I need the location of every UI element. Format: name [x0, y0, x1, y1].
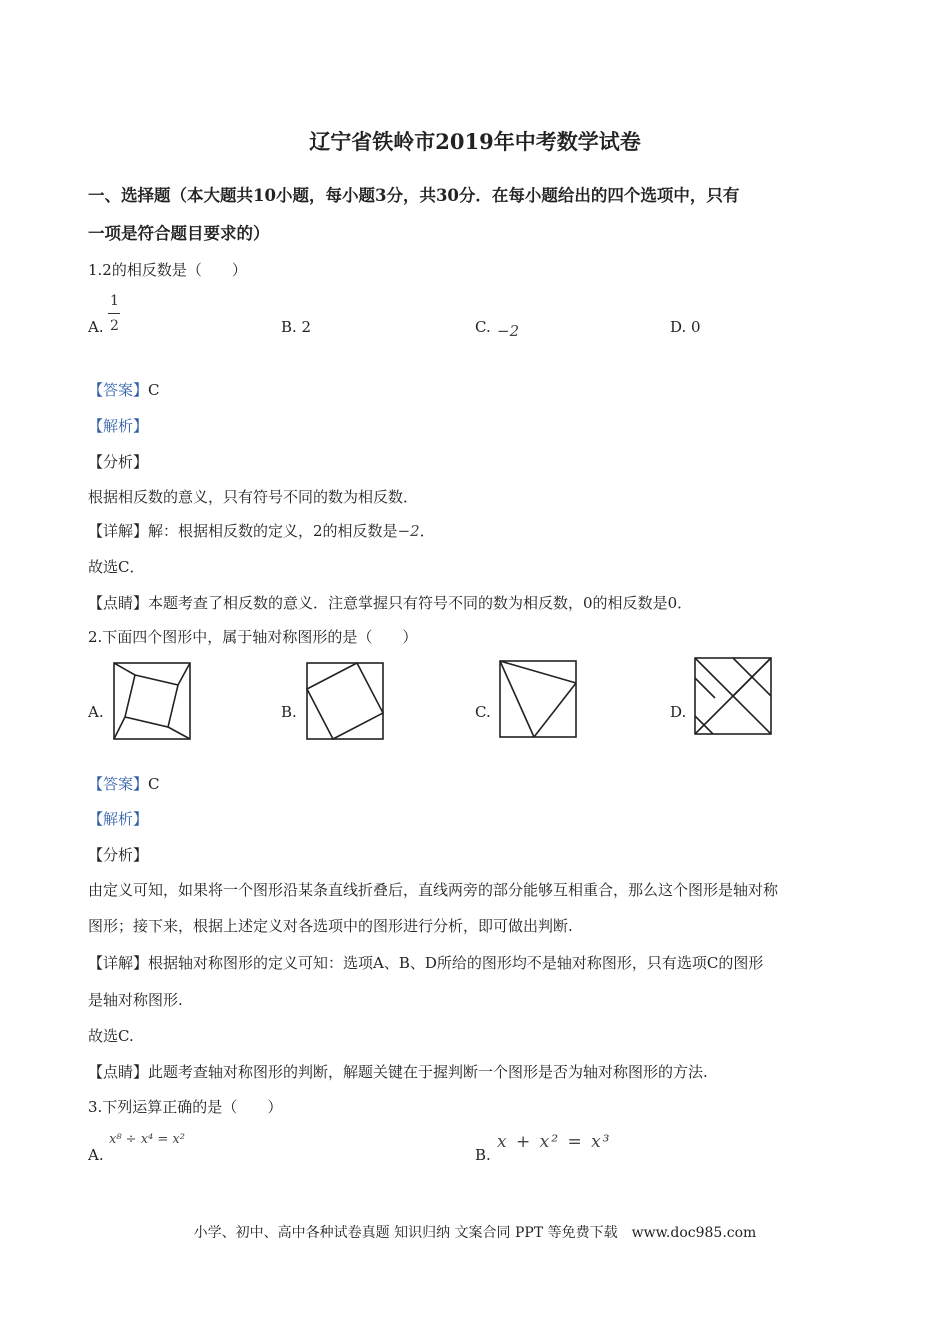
- q1-conclude: 故选C．: [88, 558, 145, 576]
- q2-dianjing-row: [88, 1061, 708, 1082]
- q2-option-b-label: B.: [281, 703, 297, 721]
- q1-fenxi-text: 根据相反数的意义，只有符号不同的数为相反数．: [88, 488, 419, 506]
- dianjing-text: 此题考查轴对称图形的判断，解题关键在于握判断一个图形是否为轴对称图形的方法.: [148, 1063, 708, 1081]
- figure-c: [498, 659, 580, 741]
- q2-option-c-label: C.: [475, 703, 491, 721]
- figure-a: [112, 661, 194, 743]
- detail-end: ．: [419, 522, 435, 540]
- dianjing-tag: 【点睛】: [88, 594, 149, 612]
- answer-value: C: [148, 775, 160, 793]
- q3-option-a-label: A.: [88, 1146, 104, 1164]
- q2-fenxi-line1: 由定义可知，如果将一个图形沿某条直线折叠后，直线两旁的部分能够互相重合，那么这个图形是轴对称: [88, 881, 779, 899]
- q2-conclude: 故选C.: [88, 1027, 134, 1045]
- q1-answer-row: [88, 379, 160, 400]
- q3-option-b-label: B.: [475, 1146, 491, 1164]
- analysis-tag: 【解析】: [88, 417, 149, 435]
- section-heading-line2: 一项是符合题目要求的）: [88, 224, 270, 243]
- page-title: 辽宁省铁岭市2019年中考数学试卷: [309, 129, 641, 154]
- answer-tag: 【答案】: [88, 381, 149, 399]
- q1-option-a-label: A.: [88, 318, 104, 336]
- q1-stem: 1.2的相反数是（ ）: [88, 261, 247, 279]
- answer-tag: 【答案】: [88, 775, 149, 793]
- section-heading-line1: 一、选择题（本大题共10小题，每小题3分，共30分．在每小题给出的四个选项中，只有: [88, 186, 740, 205]
- q2-option-d-label: D.: [670, 703, 687, 721]
- fenxi-tag: 【分析】: [88, 453, 149, 471]
- detail-value: −2: [397, 522, 420, 540]
- analysis-tag: 【解析】: [88, 810, 149, 828]
- figure-d: [693, 656, 775, 738]
- q1-option-d: D. 0: [670, 318, 701, 336]
- q1-option-c-label: C.: [475, 318, 491, 336]
- q2-detail-line2: 是轴对称图形.: [88, 991, 183, 1009]
- q2-option-a-label: A.: [88, 703, 104, 721]
- detail-tag: 【详解】: [88, 954, 149, 972]
- dianjing-text: 本题考查了相反数的意义．注意掌握只有符号不同的数为相反数，0的相反数是0．: [148, 594, 693, 612]
- q3-option-b-expr: x + x² = x³: [497, 1132, 612, 1152]
- fraction-bar: [108, 313, 120, 314]
- q1-option-b: B. 2: [281, 318, 312, 336]
- q1-dianjing-row: [88, 592, 692, 613]
- q1-option-a-numerator: 1: [110, 293, 119, 309]
- q2-fenxi-line2: 图形；接下来，根据上述定义对各选项中的图形进行分析，即可做出判断.: [88, 917, 573, 935]
- answer-value: C: [148, 381, 160, 399]
- detail-tag: 【详解】: [88, 522, 149, 540]
- q2-answer-row: [88, 773, 160, 794]
- q3-stem: 3.下列运算正确的是（ ）: [88, 1098, 283, 1116]
- q2-stem: 2.下面四个图形中，属于轴对称图形的是（ ）: [88, 628, 418, 646]
- q3-option-a-expr: x⁸ ÷ x⁴ = x²: [109, 1132, 185, 1147]
- fenxi-tag: 【分析】: [88, 846, 149, 864]
- detail-text: 解：根据相反数的定义，2的相反数是: [148, 522, 398, 540]
- detail-text: 根据轴对称图形的定义可知：选项A、B、D所给的图形均不是轴对称图形，只有选项C的图形: [148, 954, 764, 972]
- dianjing-tag: 【点睛】: [88, 1063, 149, 1081]
- page-footer: 小学、初中、高中各种试卷真题 知识归纳 文案合同 PPT 等免费下载 www.doc985.com: [193, 1225, 757, 1241]
- q2-detail-row: [88, 952, 763, 973]
- figure-b: [305, 661, 387, 743]
- q1-option-c-value: −2: [497, 322, 520, 340]
- q1-detail-row: [88, 520, 435, 541]
- q1-option-a-denominator: 2: [110, 318, 119, 334]
